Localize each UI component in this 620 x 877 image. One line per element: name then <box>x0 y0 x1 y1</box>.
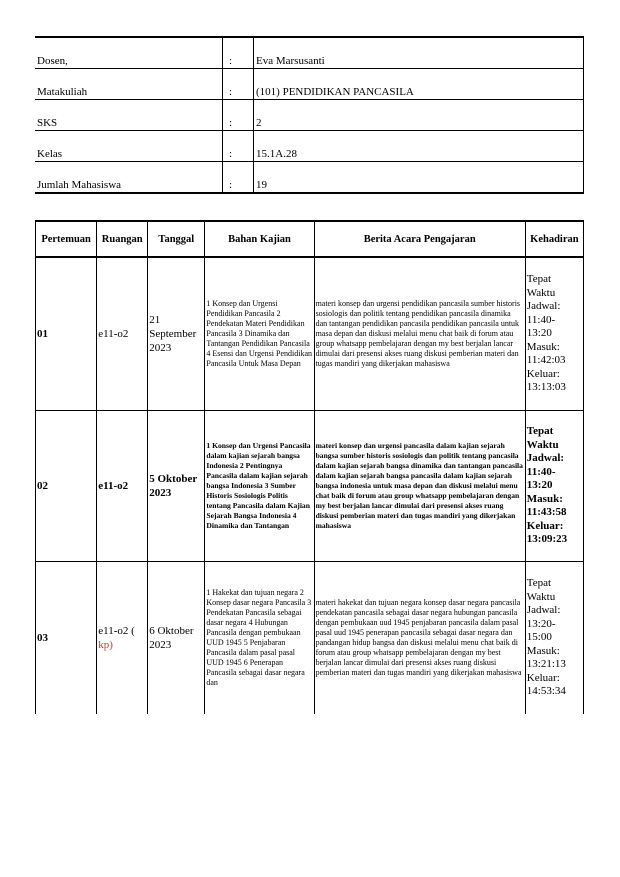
info-separator: : <box>223 100 254 131</box>
info-value: (101) PENDIDIKAN PANCASILA <box>254 69 584 100</box>
info-label: Kelas <box>35 131 223 162</box>
ruangan-text: e11-o2 <box>98 328 129 340</box>
pertemuan-cell: 02 <box>36 411 97 562</box>
kehadiran-cell <box>525 411 583 562</box>
berita-acara-cell: materi hakekat dan tujuan negara konsep dasar negara pancasila pendekatan pancasila sebagai dasar negara hubungan pancasila dengan pembukaan uud 1945 penjabaran pancasila dalam pasal pasal uud 1945 penerapan pancasila sebagai dasar negara dan pandangan hidup bangsa dan diskusi melalui menu chat baik di forum atau group whatsapp pembelajaran dengan my best berjalan lancar dimulai dari presensi akses ruang diskusi pemberian materi dan tugas mandiri yang dikerjakan mahasiswa <box>314 562 525 715</box>
table-row <box>36 411 584 562</box>
kehadiran-text: Tepat Waktu Jadwal: 11:40- 13:20 Masuk: 11:43:58 Keluar: 13:09:23 <box>526 425 568 546</box>
info-row-kelas <box>35 131 584 162</box>
info-value: 15.1A.28 <box>254 131 584 162</box>
info-label: Dosen, <box>35 37 223 69</box>
info-row-jumlah-mahasiswa <box>35 162 584 194</box>
table-header-row <box>36 221 584 257</box>
course-info-table <box>35 36 584 194</box>
info-separator: : <box>223 131 254 162</box>
tanggal-cell: 21 September 2023 <box>148 257 205 411</box>
ruangan-cell <box>97 257 148 411</box>
kehadiran-text: Tepat Waktu Jadwal: 13:20- 15:00 Masuk: 13:21:13 Keluar: 14:53:34 <box>526 577 566 698</box>
pertemuan-cell: 03 <box>36 562 97 715</box>
ruangan-cell <box>97 411 148 562</box>
pertemuan-cell: 01 <box>36 257 97 411</box>
info-value: 2 <box>254 100 584 131</box>
tanggal-cell: 5 Oktober 2023 <box>148 411 205 562</box>
info-value: Eva Marsusanti <box>254 37 584 69</box>
bahan-kajian-cell: 1 Hakekat dan tujuan negara 2 Konsep dasar negara Pancasila 3 Pendekatan Pancasila sebagai dasar negara 4 Hubungan Pancasila dengan pembukaan UUD 1945 5 Penjabaran Pancasila dalam pasal pasal UUD 1945 6 Penerapan Pancasila sebagai dasar negara dan <box>205 562 314 715</box>
kehadiran-cell <box>525 562 583 715</box>
info-row-sks <box>35 100 584 131</box>
ruangan-text: e11-o2 <box>98 480 129 492</box>
teaching-log-table <box>35 220 584 714</box>
header-berita-acara: Berita Acara Pengajaran <box>314 221 525 257</box>
info-separator: : <box>223 69 254 100</box>
kehadiran-cell <box>525 257 583 411</box>
info-row-matakuliah <box>35 69 584 100</box>
tanggal-cell: 6 Oktober 2023 <box>148 562 205 715</box>
header-tanggal: Tanggal <box>148 221 205 257</box>
berita-acara-cell: materi konsep dan urgensi pancasila dalam kajian sejarah bangsa sumber historis sosiologis dan politik tentang pancasila dalam kajian sejarah bangsa dinamika dan tantangan pancasila dalam kajian sejarah bangsa pancasila dalam kajian sejarah bangsa indonesia untuk masa depan dan diskusi melalui menu chat baik di forum atau group whatsapp pembelajaran dengan my best berjalan lancar dimulai dari presensi akses ruang diskusi pemberian materi dan tugas mandiri yang dikerjakan mahasiswa <box>314 411 525 562</box>
header-bahan-kajian: Bahan Kajian <box>205 221 314 257</box>
info-label: SKS <box>35 100 223 131</box>
info-label: Jumlah Mahasiswa <box>35 162 223 194</box>
ruangan-cell <box>97 562 148 715</box>
ruangan-extra: kp) <box>98 639 113 651</box>
header-ruangan: Ruangan <box>97 221 148 257</box>
berita-acara-cell: materi konsep dan urgensi pendidikan pancasila sumber historis sosiologis dan politik tentang pendidikan pancasila dinamika dan tantangan pendidikan pancasila pendidikan pancasila untuk masa depan dan diskusi melalui menu chat baik di forum atau group whatsapp pembelajaran dengan my best berjalan lancar dimulai dari presensi akses ruang diskusi pemberian materi dan tugas mandiri yang dikerjakan mahasiswa <box>314 257 525 411</box>
info-separator: : <box>223 37 254 69</box>
table-row <box>36 257 584 411</box>
bahan-kajian-cell: 1 Konsep dan Urgensi Pendidikan Pancasila 2 Pendekatan Materi Pendidikan Pancasila 3 Dinamika dan Tantangan Pendidikan Pancasila 4 Esensi dan Urgensi Pendidikan Pancasila Untuk Masa Depan <box>205 257 314 411</box>
info-label: Matakuliah <box>35 69 223 100</box>
header-kehadiran: Kehadiran <box>525 221 583 257</box>
info-row-dosen <box>35 37 584 69</box>
info-separator: : <box>223 162 254 194</box>
header-pertemuan: Pertemuan <box>36 221 97 257</box>
info-value: 19 <box>254 162 584 194</box>
ruangan-text: e11-o2 ( <box>98 625 135 637</box>
kehadiran-text: Tepat Waktu Jadwal: 11:40- 13:20 Masuk: 11:42:03 Keluar: 13:13:03 <box>526 273 566 394</box>
table-row <box>36 562 584 715</box>
bahan-kajian-cell: 1 Konsep dan Urgensi Pancasila dalam kajian sejarah bangsa Indonesia 2 Pentingnya Pancasila dalam kajian sejarah bangsa Indonesia 3 Sumber Historis Sosiologis Politis tentang Pancasila dalam Kajian Sejarah Bangsa Indonesia 4 Dinamika dan Tantangan <box>205 411 314 562</box>
